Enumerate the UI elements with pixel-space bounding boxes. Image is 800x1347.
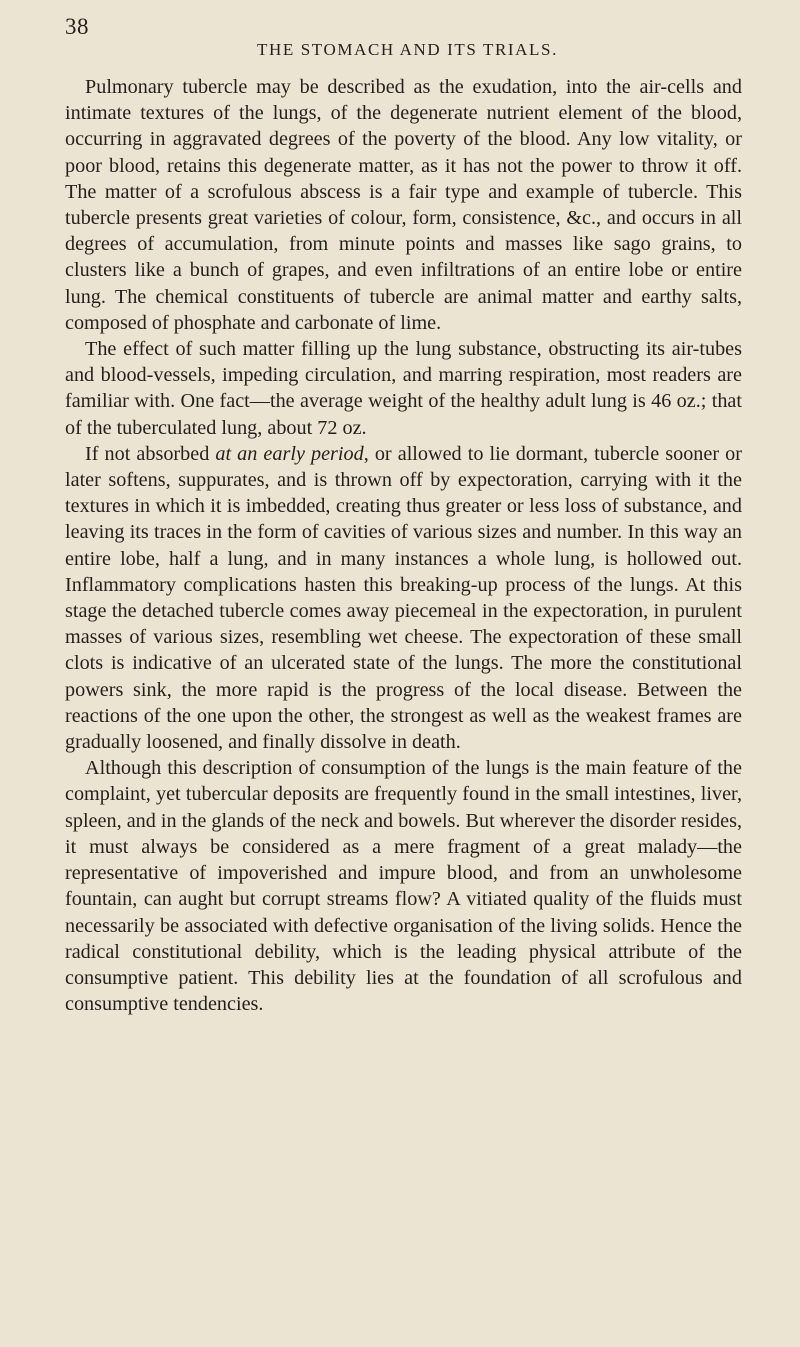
paragraph-3-lead: If not absorbed [85, 442, 216, 465]
paragraph-3-rest: , or allowed to lie dormant, tubercle sooner or later softens, suppurates, and is thrown off by expectoration, carrying with it the textures in which it is imbedded, creating thus greater or less loss of substance, and leaving its traces in the form of cavities of various sizes and number. In this way an entire lobe, half a lung, and in many instances a whole lung, is hollowed out. Inflammatory complications hasten this breaking-up process of the lungs. At this stage the detached tubercle comes away piecemeal in the expectoration, in purulent masses of various sizes, resembling wet cheese. The expectoration of these small clots is indicative of an ulcerated state of the lungs. The more the constitutional powers sink, the more rapid is the progress of the local disease. Between the reactions of the one upon the other, the strongest as well as the weakest frames are gradually loosened, and finally dissolve in death. [65, 442, 742, 754]
body-text [65, 74, 742, 1017]
paragraph-2: The effect of such matter filling up the lung substance, obstructing its air-tubes and blood-vessels, impeding circulation, and marring respiration, most readers are familiar with. One fact—the average weight of the healthy adult lung is 46 oz.; that of the tuberculated lung, about 72 oz. [65, 338, 742, 439]
page-number: 38 [65, 14, 89, 39]
paragraph-3-emphasis: at an early period [215, 442, 364, 465]
paragraph-3 [65, 441, 742, 755]
paragraph-1: Pulmonary tubercle may be described as the exudation, into the air-cells and intimate textures of the lungs, of the degenerate nutrient element of the blood, occurring in aggravated degrees of the poverty of the blood. Any low vitality, or poor blood, retains this degenerate matter, as it has not the power to throw it off. The matter of a scrofulous abscess is a fair type and example of tubercle. This tubercle presents great varieties of colour, form, consistence, &c., and occurs in all degrees of accumulation, from minute points and masses like sago grains, to clusters like a bunch of grapes, and even infiltrations of an entire lobe or entire lung. The chemical constituents of tubercle are animal matter and earthy salts, composed of phosphate and carbonate of lime. [65, 76, 742, 334]
running-head-title: THE STOMACH AND ITS TRIALS. [257, 40, 558, 59]
paragraph-4: Although this description of consumption of the lungs is the main feature of the complaint, yet tubercular deposits are frequently found in the small intestines, liver, spleen, and in the glands of the neck and bowels. But wherever the disorder resides, it must always be considered as a mere fragment of a great malady—the representative of impoverished and impure blood, and from an unwholesome fountain, can aught but corrupt streams flow? A vitiated quality of the fluids must necessarily be associated with defective organisation of the living solids. Hence the radical constitutional debility, which is the leading physical attribute of the consumptive patient. This debility lies at the foundation of all scrofulous and consumptive tendencies. [65, 757, 742, 1016]
